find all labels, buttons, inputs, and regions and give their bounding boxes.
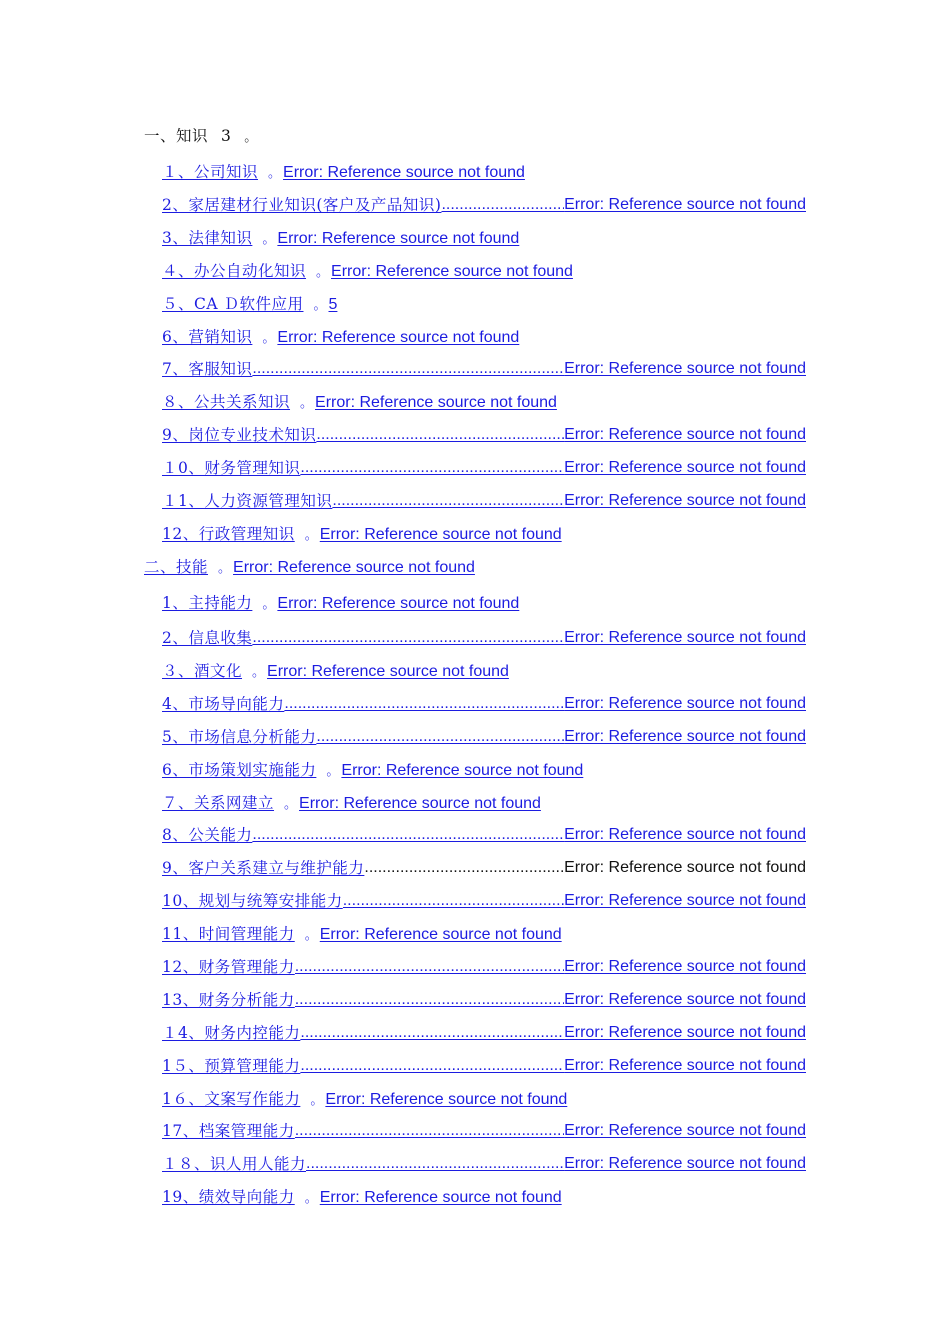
toc-entry-page: Error: Reference source not found: [319, 526, 562, 543]
toc-entry-internal-control[interactable]: [162, 1022, 806, 1044]
toc-entry-customer-relations[interactable]: [162, 857, 806, 879]
toc-entry-page: Error: Reference source not found: [325, 1091, 568, 1108]
toc-entry-wine-culture[interactable]: [162, 660, 822, 682]
toc-entry-sep: 。: [304, 1190, 318, 1205]
toc-entry-title: 7、客服知识: [162, 360, 253, 378]
toc-entry-title: ５、CA Ｄ软件应用: [162, 295, 304, 313]
toc-entry-title: 9、客户关系建立与维护能力: [162, 859, 365, 877]
toc-entry-page: Error: Reference source not found: [564, 728, 806, 745]
toc-entry-page: Error: Reference source not found: [564, 826, 806, 843]
toc-entry-archive-management[interactable]: [162, 1120, 806, 1142]
toc-entry-title: 10、规划与统筹安排能力: [162, 892, 343, 910]
toc-entry-title: 6、营销知识: [162, 328, 253, 346]
toc-entry-title: 9、岗位专业技术知识: [162, 426, 317, 444]
toc-entry-title: １８、识人用人能力: [162, 1155, 307, 1173]
toc-entry-sep: 。: [262, 330, 276, 345]
toc-entry-page: Error: Reference source not found: [315, 394, 557, 411]
toc-entry-title: 8、公关能力: [162, 826, 253, 844]
toc-entry-sep: 。: [313, 297, 327, 312]
toc-entry-market-analysis[interactable]: [162, 726, 806, 748]
toc-entry-office-automation[interactable]: [162, 260, 822, 282]
toc-entry-page: Error: Reference source not found: [564, 695, 806, 712]
toc-entry-title: ４、办公自动化知识: [162, 262, 307, 280]
toc-entry-page: Error: Reference source not found: [299, 795, 541, 812]
toc-entry-sep: 。: [284, 796, 298, 811]
toc-entry-cad-software[interactable]: [162, 293, 822, 315]
toc-entry-page: Error: Reference source not found: [283, 164, 525, 181]
toc-entry-title: １1、人力资源管理知识: [162, 492, 333, 510]
toc-entry-page: Error: Reference source not found: [331, 263, 573, 280]
toc-leader-dots: [252, 824, 564, 846]
toc-entry-sep: 。: [326, 763, 340, 778]
toc-entry-page: Error: Reference source not found: [319, 926, 562, 943]
toc-entry-title: 2、信息收集: [162, 629, 253, 647]
toc-entry-technical-knowledge[interactable]: [162, 424, 806, 446]
toc-entry-planning-coordination[interactable]: [162, 890, 806, 912]
toc-entry-finance-analysis[interactable]: [162, 989, 806, 1011]
toc-entry-title: ７、关系网建立: [162, 794, 275, 812]
toc-entry-public-relations[interactable]: [162, 391, 822, 413]
toc-entry-info-collection[interactable]: [162, 627, 806, 649]
toc-entry-sep: 。: [262, 231, 276, 246]
toc-entry-talent-selection[interactable]: [162, 1153, 806, 1175]
toc-section-title: 二、技能: [144, 558, 209, 576]
toc-entry-title: 11、时间管理能力: [162, 925, 295, 943]
toc-entry-sep: 。: [304, 527, 318, 542]
toc-entry-title: 12、行政管理知识: [162, 525, 295, 543]
toc-entry-page: Error: Reference source not found: [564, 629, 806, 646]
toc-entry-page: Error: Reference source not found: [564, 958, 806, 975]
toc-entry-time-management[interactable]: [162, 923, 822, 945]
toc-leader-dots: [295, 956, 564, 978]
toc-entry-title: 4、市场导向能力: [162, 695, 285, 713]
toc-entry-page: Error: Reference source not found: [341, 762, 584, 779]
toc-section-sep: 。: [218, 560, 232, 575]
toc-entry-legal-knowledge[interactable]: [162, 227, 822, 249]
toc-entry-title: １、公司知识: [162, 163, 259, 181]
toc-entry-admin-knowledge[interactable]: [162, 523, 822, 545]
toc-entry-title: 12、财务管理能力: [162, 958, 295, 976]
toc-entry-title: １4、财务内控能力: [162, 1024, 301, 1042]
toc-leader-dots: [364, 857, 564, 879]
toc-entry-title: 13、财务分析能力: [162, 991, 295, 1009]
toc-leader-dots: [284, 693, 564, 715]
toc-leader-dots: [300, 457, 564, 479]
toc-entry-sep: 。: [310, 1092, 324, 1107]
toc-leader-dots: [252, 358, 564, 380]
toc-entry-market-orientation[interactable]: [162, 693, 806, 715]
toc-leader-dots: [300, 1022, 564, 1044]
toc-entry-page: Error: Reference source not found: [564, 1122, 806, 1139]
toc-section-sep: 。: [244, 129, 258, 144]
toc-entry-sep: 。: [268, 165, 282, 180]
toc-entry-page: Error: Reference source not found: [319, 1189, 562, 1206]
toc-section-title: 一、知识: [144, 127, 209, 145]
toc-entry-page: Error: Reference source not found: [564, 459, 806, 476]
toc-entry-page: Error: Reference source not found: [267, 663, 509, 680]
toc-entry-title: 3、法律知识: [162, 229, 253, 247]
toc-leader-dots: [332, 490, 564, 512]
toc-entry-page: Error: Reference source not found: [564, 360, 806, 377]
toc-entry-market-planning[interactable]: [162, 759, 822, 781]
toc-entry-company-knowledge[interactable]: [162, 161, 822, 183]
toc-leader-dots: [295, 1120, 564, 1142]
toc-entry-title: 1、主持能力: [162, 594, 253, 612]
toc-section-page: Error: Reference source not found: [233, 559, 475, 576]
toc-entry-sep: 。: [304, 927, 318, 942]
toc-entry-title: ３、酒文化: [162, 662, 243, 680]
toc-leader-dots: [252, 627, 564, 649]
toc-leader-dots: [306, 1153, 564, 1175]
toc-entry-budget-management[interactable]: [162, 1055, 806, 1077]
toc-entry-sep: 。: [252, 664, 266, 679]
toc-leader-dots: [316, 424, 564, 446]
toc-entry-title: 19、绩效导向能力: [162, 1188, 295, 1206]
toc-entry-page: Error: Reference source not found: [564, 859, 806, 876]
toc-entry-page: Error: Reference source not found: [564, 1155, 806, 1172]
toc-entry-title: 5、市场信息分析能力: [162, 728, 317, 746]
toc-entry-page: 5: [328, 296, 338, 313]
toc-entry-page: Error: Reference source not found: [564, 1024, 806, 1041]
toc-entry-page: Error: Reference source not found: [564, 1057, 806, 1074]
toc-leader-dots: [295, 989, 564, 1011]
toc-entry-network-building[interactable]: [162, 792, 822, 814]
toc-entry-building-materials[interactable]: [162, 194, 806, 216]
toc-entry-sep: 。: [262, 596, 276, 611]
toc-section-page: 3: [220, 127, 232, 145]
toc-entry-finance-knowledge[interactable]: [162, 457, 806, 479]
toc-entry-title: 17、档案管理能力: [162, 1122, 295, 1140]
toc-entry-title: ８、公共关系知识: [162, 393, 291, 411]
toc-entry-title: 6、市场策划实施能力: [162, 761, 317, 779]
toc-entry-pr-ability[interactable]: [162, 824, 806, 846]
toc-leader-dots: [343, 890, 564, 912]
toc-entry-sep: 。: [300, 395, 314, 410]
toc-entry-page: Error: Reference source not found: [277, 230, 520, 247]
toc-entry-page: Error: Reference source not found: [564, 991, 806, 1008]
toc-entry-page: Error: Reference source not found: [564, 426, 806, 443]
toc-entry-title: 1６、文案写作能力: [162, 1090, 301, 1108]
toc-leader-dots: [300, 1055, 564, 1077]
toc-entry-hosting-ability[interactable]: [162, 592, 822, 614]
toc-section-skills[interactable]: [144, 556, 804, 578]
toc-entry-performance-orientation[interactable]: [162, 1186, 822, 1208]
toc-entry-sep: 。: [316, 264, 330, 279]
toc-entry-title: 2、家居建材行业知识(客户及产品知识): [162, 196, 442, 214]
toc-section-knowledge: [144, 125, 284, 147]
toc-entry-page: Error: Reference source not found: [564, 892, 806, 909]
toc-entry-page: Error: Reference source not found: [277, 329, 520, 346]
toc-entry-finance-management[interactable]: [162, 956, 806, 978]
toc-entry-page: Error: Reference source not found: [277, 595, 520, 612]
toc-leader-dots: [316, 726, 564, 748]
toc-entry-copywriting[interactable]: [162, 1088, 822, 1110]
toc-entry-hr-knowledge[interactable]: [162, 490, 806, 512]
toc-leader-dots: [441, 194, 564, 216]
toc-entry-page: Error: Reference source not found: [564, 196, 806, 213]
toc-entry-marketing-knowledge[interactable]: [162, 326, 822, 348]
toc-entry-customer-service[interactable]: [162, 358, 806, 380]
toc-entry-title: 1５、预算管理能力: [162, 1057, 301, 1075]
toc-entry-page: Error: Reference source not found: [564, 492, 806, 509]
toc-entry-title: １0、财务管理知识: [162, 459, 301, 477]
